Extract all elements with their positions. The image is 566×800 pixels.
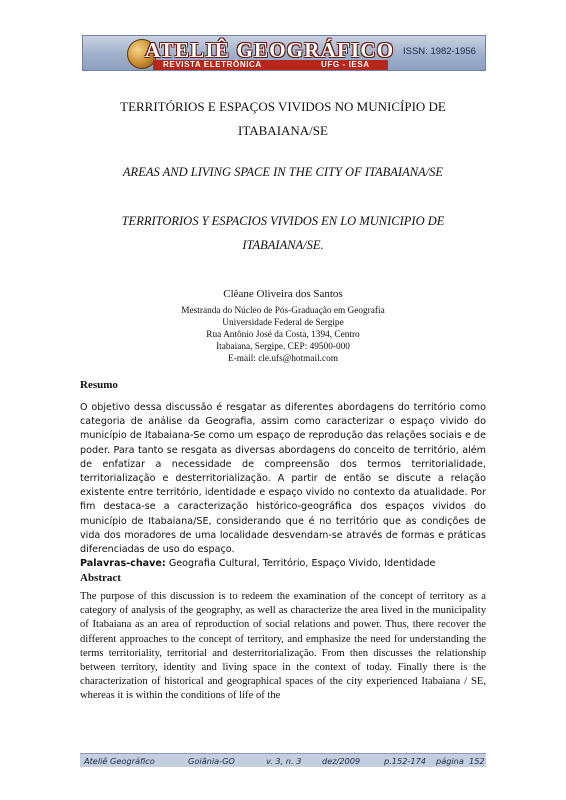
footer-page-number: 152 [469, 756, 485, 766]
title-es-line-1: TERRITORIOS Y ESPACIOS VIVIDOS EN LO MUNICIPIO DE [121, 214, 445, 228]
journal-banner [82, 35, 486, 71]
abstract-heading: Abstract [80, 572, 121, 584]
author-affiliation [60, 305, 506, 365]
keywords [80, 557, 486, 571]
resumo-section [80, 401, 486, 571]
keywords-list: Geografia Cultural, Território, Espaço Vivido, Identidade [168, 558, 436, 570]
affiliation-line: Itabaiana, Sergipe, CEP: 49500-000 [216, 342, 350, 352]
journal-title: ATELIÊ GEOGRÁFICO [145, 38, 395, 62]
footer-journal: Ateliê Geográfico [84, 756, 155, 766]
affiliation-line: Mestranda do Núcleo de Pós-Graduação em Geografia [181, 306, 385, 316]
footer-city: Goiânia-GO [188, 756, 235, 766]
journal-institution: UFG - IESA [321, 60, 370, 69]
affiliation-line: Universidade Federal de Sergipe [222, 318, 344, 328]
title-english: AREAS AND LIVING SPACE IN THE CITY OF ITABAIANA/SE [122, 165, 444, 179]
title-portuguese [60, 95, 506, 143]
affiliation-email: E-mail: cle.ufs@hotmail.com [227, 354, 339, 364]
resumo-text: O objetivo dessa discussão é resgatar as diferentes abordagens do território como categoria de análise da Geografia, assim como caracterizar o espaço vivido do município de Itabaiana-Se como um espaço de reprodução das relações sociais e de poder. Para tanto se resgata as diversas abordagens do conceito de território, além de enfatizar a necessidade de compreensão dos termos territorialidade, territorialização e desterritorialização. A partir de então se discute a relação existente entre território, identidade e espaço vivido no contexto da atualidade. Por fim destaca-se a caracterização histórico-geográfica dos espaços vividos do município de Itabaiana/SE, considerando que é no território que as condições de vida dos moradores de uma localidade desvendam-se através de formas e práticas diferenciadas de uso do espaço. [80, 402, 486, 556]
title-pt-line-2: ITABAIANA/SE [238, 123, 328, 138]
journal-issn: ISSN: 1982-1956 [403, 46, 476, 57]
keywords-label: Palavras-chave: [80, 558, 166, 570]
title-spanish [60, 209, 506, 257]
resumo-heading: Resumo [80, 379, 118, 391]
footer-volume: v. 3, n. 3 [266, 756, 302, 766]
journal-subtitle: REVISTA ELETRÔNICA [163, 60, 262, 69]
footer-page-label: página [436, 756, 464, 766]
title-pt-line-1: TERRITÓRIOS E ESPAÇOS VIVIDOS NO MUNICÍPIO DE [120, 99, 446, 114]
affiliation-line: Rua Antônio José da Costa, 1394, Centro [206, 330, 360, 340]
abstract-text: The purpose of this discussion is to redeem the examination of the concept of territory as a category of analysis of the geography, as well as characterize the area lived in the municipality of Itabaiana as an area of reproduction of social relations and power. Thus, there recover the different approaches to the concept of territory, and emphasize the need for understanding the terms territoriality, territorial and desterritorialização. From then discusses the relationship between territory, identity and living space in the context of today. Finally there is the characterization of historical and geographical spaces of the city experienced Itabaiana / SE, whereas it is within the conditions of life of the [80, 591, 486, 702]
footer-date: dez/2009 [322, 756, 361, 766]
footer-pages: p.152-174 [384, 756, 427, 766]
title-es-line-2: ITABAIANA/SE. [242, 238, 324, 252]
page-footer [80, 753, 486, 767]
author-name: Clêane Oliveira dos Santos [223, 288, 343, 300]
